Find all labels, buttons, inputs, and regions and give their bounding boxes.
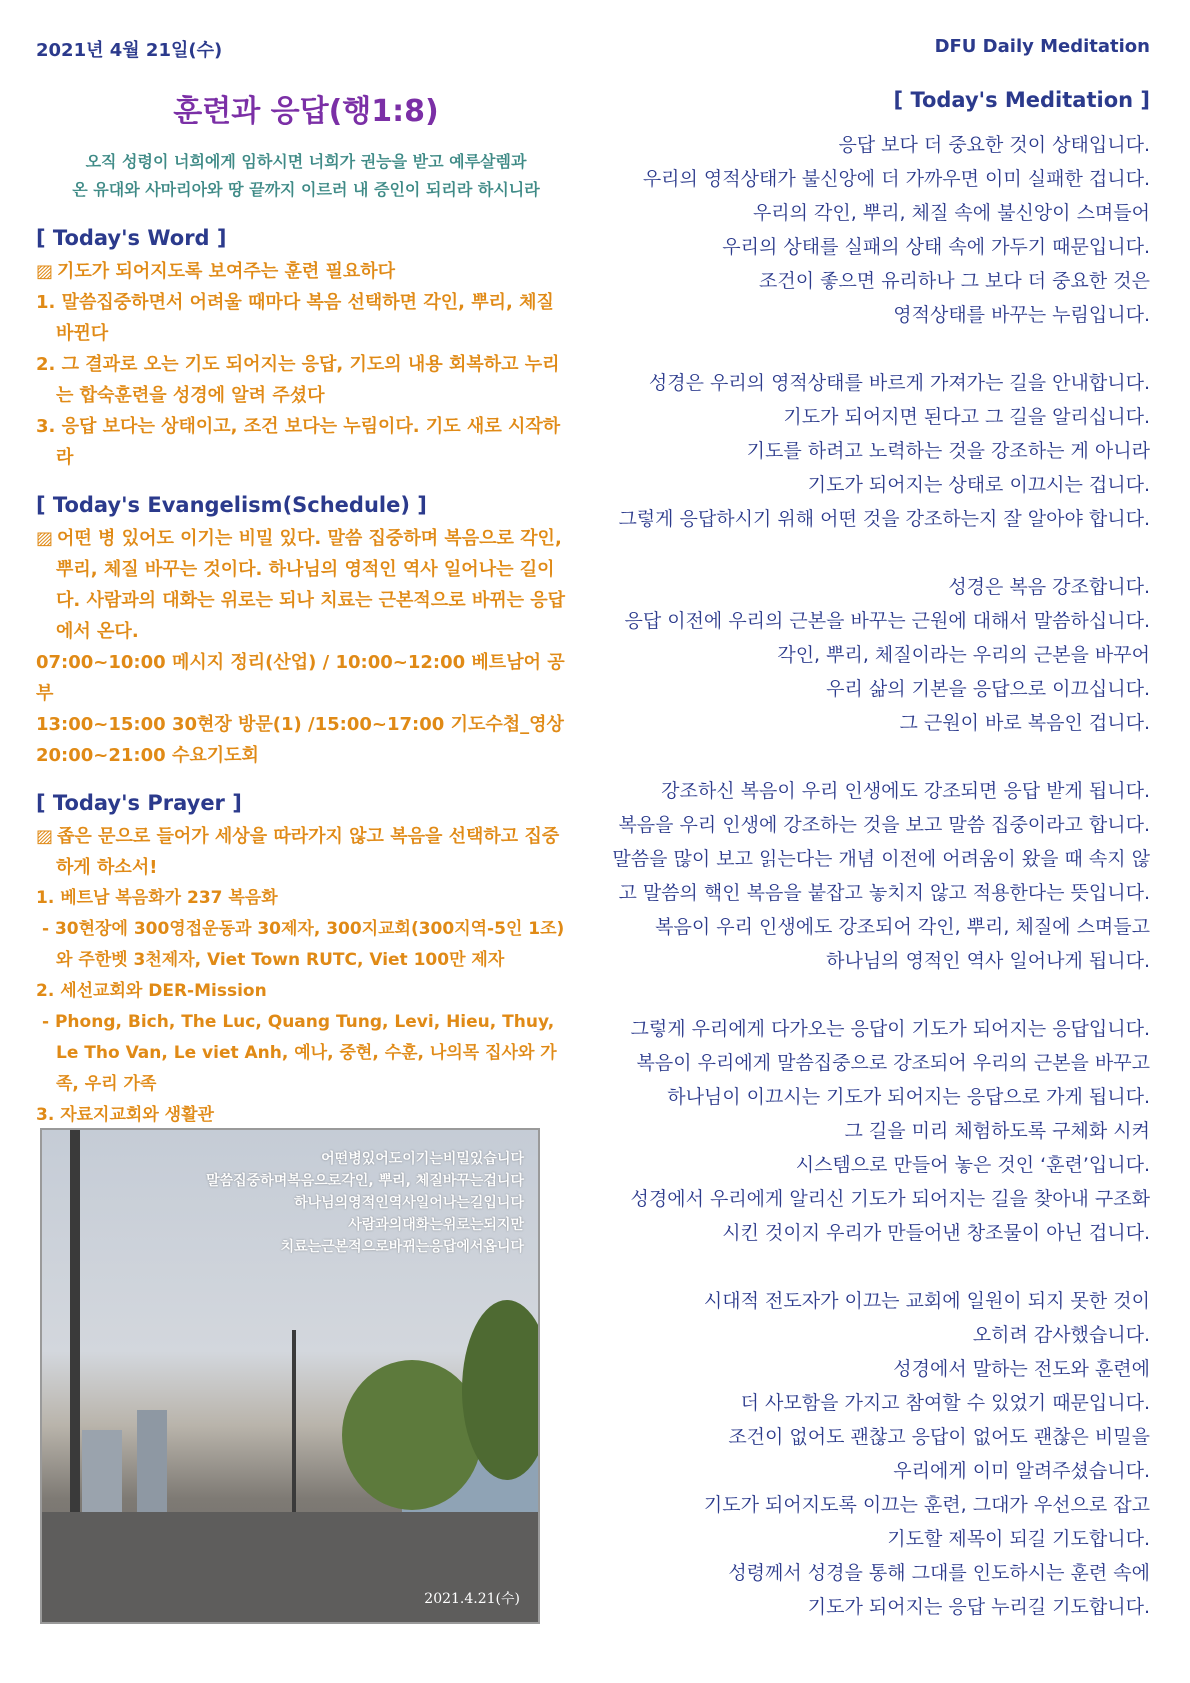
meditation-paragraph xyxy=(550,366,1150,536)
prayer-subitem: - 30현장에 300영접운동과 30제자, 300지교회(300지역-5인 1조)와 주한벳 3천제자, Viet Town RUTC, Viet 100만 제자 xyxy=(42,919,565,970)
meditation-line: 복음이 우리에게 말씀집중으로 강조되어 우리의 근본을 바꾸고 xyxy=(636,1052,1150,1074)
prayer-item: 3. 자료지교회와 생활관 xyxy=(36,1105,214,1125)
verse-line: 온 유대와 사마리아와 땅 끝까지 이르러 내 증인이 되리라 하시니라 xyxy=(72,180,540,199)
meditation-line: 그렇게 우리에게 다가오는 응답이 기도가 되어지는 응답입니다. xyxy=(630,1018,1150,1040)
meditation-line: 조건이 없어도 괜찮고 응답이 없어도 괜찮은 비밀을 xyxy=(728,1426,1150,1448)
hatched-square-icon: ▨ xyxy=(36,528,54,549)
evangelism-heading: [ Today's Evangelism(Schedule) ] xyxy=(36,493,427,517)
meditation-line: 시킨 것이지 우리가 만들어낸 창조물이 아닌 겁니다. xyxy=(722,1222,1150,1244)
meditation-body xyxy=(550,128,1150,1624)
building-shape xyxy=(82,1430,122,1520)
prayer-subitem: - Phong, Bich, The Luc, Quang Tung, Levi, Hieu, Thuy, Le Tho Van, Le viet Anh, 예나, 중현, 수훈, 나의목 집사와 가족, 우리 가족 xyxy=(42,1012,557,1094)
meditation-line: 복음이 우리 인생에도 강조되어 각인, 뿌리, 체질에 스며들고 xyxy=(655,916,1150,938)
meditation-line: 시대적 전도자가 이끄는 교회에 일원이 되지 못한 것이 xyxy=(703,1290,1150,1312)
evangelism-lead: ▨ 어떤 병 있어도 이기는 비밀 있다. 말씀 집중하며 복음으로 각인, 뿌리, 체질 바꾸는 것이다. 하나님의 영적인 역사 일어나는 길이다. 사람과의 대화는 위로는 되나 치료는 근본적으로 바뀌는 응답에서 온다. xyxy=(36,528,566,642)
schedule-item: 07:00~10:00 메시지 정리(산업) / 10:00~12:00 베트남어 공부 xyxy=(36,652,565,704)
header-brand: DFU Daily Meditation xyxy=(934,36,1150,57)
word-lead: ▨ 기도가 되어지도록 보여주는 훈련 필요하다 xyxy=(36,261,396,282)
photo-date: 2021.4.21(수) xyxy=(424,1591,520,1607)
meditation-line: 우리의 영적상태가 불신앙에 더 가까우면 이미 실패한 겁니다. xyxy=(642,168,1150,190)
prayer-item: 2. 세선교회와 DER-Mission xyxy=(36,981,267,1001)
schedule-item: 13:00~15:00 30현장 방문(1) /15:00~17:00 기도수첩_영상 xyxy=(36,714,564,735)
meditation-column xyxy=(550,88,1150,1658)
tree-shape xyxy=(342,1360,482,1510)
prayer-section xyxy=(36,821,576,1162)
prayer-item: 1. 베트남 복음화가 237 복음화 xyxy=(36,888,278,908)
meditation-line: 시스템으로 만들어 놓은 것인 ‘훈련’입니다. xyxy=(795,1154,1150,1176)
schedule-item: 20:00~21:00 수요기도회 xyxy=(36,745,259,766)
meditation-line: 성경은 우리의 영적상태를 바르게 가져가는 길을 안내합니다. xyxy=(648,372,1150,394)
meditation-line: 그 근원이 바로 복음인 겁니다. xyxy=(899,712,1150,734)
meditation-line: 고 말씀의 핵인 복음을 붙잡고 놓치지 않고 적용한다는 뜻입니다. xyxy=(618,882,1150,904)
word-item: 3. 응답 보다는 상태이고, 조건 보다는 누림이다. 기도 새로 시작하라 xyxy=(36,416,561,468)
word-item: 2. 그 결과로 오는 기도 되어지는 응답, 기도의 내용 회복하고 누리는 합숙훈련을 성경에 알려 주셨다 xyxy=(36,354,560,406)
word-section xyxy=(36,256,576,473)
street-photo xyxy=(40,1128,540,1624)
meditation-line: 성경에서 우리에게 알리신 기도가 되어지는 길을 찾아내 구조화 xyxy=(630,1188,1150,1210)
meditation-line: 기도를 하려고 노력하는 것을 강조하는 게 아니라 xyxy=(746,440,1150,462)
verse-line: 오직 성령이 너희에게 임하시면 너희가 권능을 받고 예루살렘과 xyxy=(85,152,527,171)
meditation-paragraph xyxy=(550,570,1150,740)
photo-caption: 어떤병있어도이기는비밀있습니다 말씀집중하며복음으로각인, 뿌리, 체질바꾸는겁니다 하나님의영적인역사일어나는길입니다 사람과의대화는위로는되지만 치료는근본적으로바뀌는응답에서옵니다 xyxy=(206,1151,524,1255)
meditation-line: 그렇게 응답하시기 위해 어떤 것을 강조하는지 잘 알아야 합니다. xyxy=(618,508,1150,530)
meditation-line: 조건이 좋으면 유리하나 그 보다 더 중요한 것은 xyxy=(758,270,1150,292)
meditation-line: 성령께서 성경을 통해 그대를 인도하시는 훈련 속에 xyxy=(728,1562,1150,1584)
left-column xyxy=(36,80,576,1162)
page-title: 훈련과 응답(행1:8) xyxy=(173,94,439,129)
word-item: 1. 말씀집중하면서 어려울 때마다 복음 선택하면 각인, 뿌리, 체질 바뀐다 xyxy=(36,292,554,344)
building-shape xyxy=(137,1410,167,1520)
meditation-line: 우리의 상태를 실패의 상태 속에 가두기 때문입니다. xyxy=(722,236,1150,258)
meditation-line: 우리 삶의 기본을 응답으로 이끄십니다. xyxy=(826,678,1150,700)
meditation-line: 그 길을 미리 체험하도록 구체화 시켜 xyxy=(844,1120,1150,1142)
meditation-line: 기도할 제목이 되길 기도합니다. xyxy=(887,1528,1150,1550)
meditation-line: 하나님의 영적인 역사 일어나게 됩니다. xyxy=(826,950,1150,972)
meditation-line: 응답 보다 더 중요한 것이 상태입니다. xyxy=(838,134,1150,156)
meditation-paragraph xyxy=(550,1012,1150,1250)
meditation-paragraph xyxy=(550,128,1150,332)
meditation-line: 오히려 감사했습니다. xyxy=(972,1324,1150,1346)
header-date: 2021년 4월 21일(수) xyxy=(36,40,223,61)
utility-pole xyxy=(292,1330,296,1530)
word-heading: [ Today's Word ] xyxy=(36,226,227,250)
meditation-line: 하나님이 이끄시는 기도가 되어지는 응답으로 가게 됩니다. xyxy=(667,1086,1150,1108)
meditation-line: 성경에서 말하는 전도와 훈련에 xyxy=(893,1358,1150,1380)
meditation-line: 응답 이전에 우리의 근본을 바꾸는 근원에 대해서 말씀하십니다. xyxy=(624,610,1150,632)
meditation-line: 영적상태를 바꾸는 누림입니다. xyxy=(893,304,1150,326)
meditation-line: 우리의 각인, 뿌리, 체질 속에 불신앙이 스며들어 xyxy=(752,202,1150,224)
prayer-lead: ▨ 좁은 문으로 들어가 세상을 따라가지 않고 복음을 선택하고 집중하게 하소서! xyxy=(36,826,560,878)
meditation-line: 성경은 복음 강조합니다. xyxy=(948,576,1150,598)
bible-verse xyxy=(36,148,576,204)
meditation-line: 우리에게 이미 알려주셨습니다. xyxy=(893,1460,1150,1482)
hatched-square-icon: ▨ xyxy=(36,826,54,847)
evangelism-section xyxy=(36,523,576,771)
prayer-heading: [ Today's Prayer ] xyxy=(36,791,242,815)
meditation-line: 복음을 우리 인생에 강조하는 것을 보고 말씀 집중이라고 합니다. xyxy=(618,814,1150,836)
utility-pole xyxy=(70,1130,80,1530)
meditation-heading: [ Today's Meditation ] xyxy=(893,88,1150,112)
hatched-square-icon: ▨ xyxy=(36,261,54,282)
meditation-paragraph xyxy=(550,1284,1150,1624)
meditation-line: 강조하신 복음이 우리 인생에도 강조되면 응답 받게 됩니다. xyxy=(661,780,1150,802)
meditation-line: 기도가 되어지는 응답 누리길 기도합니다. xyxy=(807,1596,1150,1618)
meditation-line: 말씀을 많이 보고 읽는다는 개념 이전에 어려움이 왔을 때 속지 않 xyxy=(612,848,1150,870)
meditation-line: 기도가 되어지는 상태로 이끄시는 겁니다. xyxy=(807,474,1150,496)
meditation-line: 기도가 되어지도록 이끄는 훈련, 그대가 우선으로 잡고 xyxy=(703,1494,1150,1516)
meditation-paragraph xyxy=(550,774,1150,978)
meditation-line: 각인, 뿌리, 체질이라는 우리의 근본을 바꾸어 xyxy=(777,644,1150,666)
meditation-line: 더 사모함을 가지고 참여할 수 있었기 때문입니다. xyxy=(740,1392,1150,1414)
meditation-line: 기도가 되어지면 된다고 그 길을 알리십니다. xyxy=(783,406,1150,428)
